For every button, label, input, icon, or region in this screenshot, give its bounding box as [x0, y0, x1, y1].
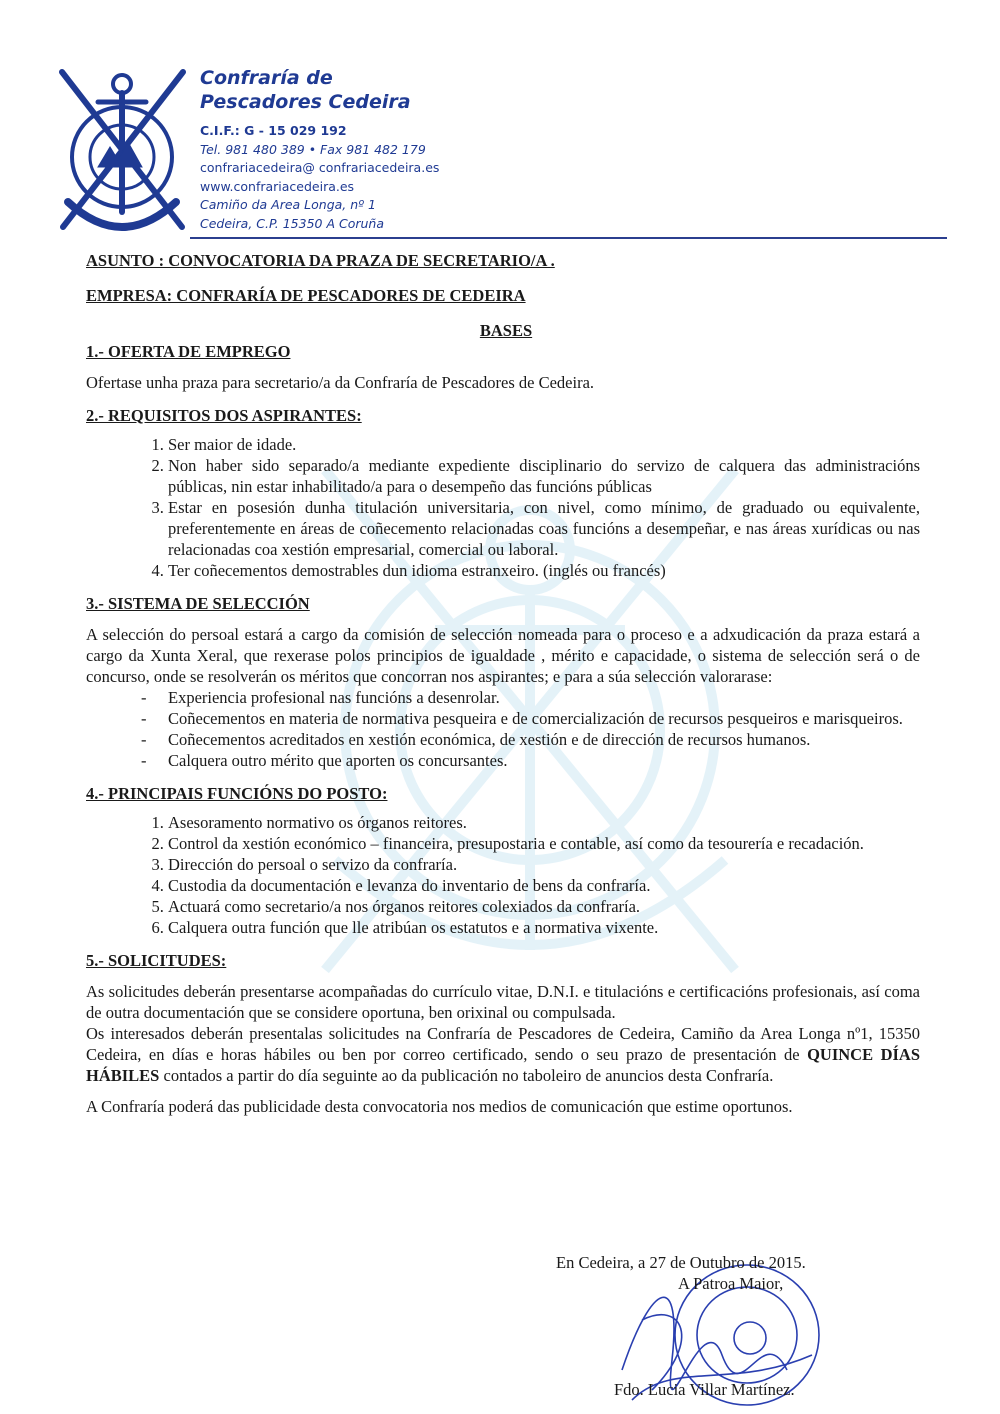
list-item: 3. Estar en posesión dunha titulación universitaria, con nivel, como mínimo, de graduado ou equivalente, preferentemente en áreas de coñecemento relacionadas coas funcións a desempeñar, e nas áreas xurídicas ou nas relacionadas coa xestión empresarial, comercial ou laboral. [168, 497, 920, 560]
section-4-heading: 4.- PRINCIPAIS FUNCIÓNS DO POSTO: [86, 784, 388, 803]
asunto-line: ASUNTO : CONVOCATORIA DA PRAZA DE SECRETARIO/A . [86, 251, 555, 270]
signer-role: A Patroa Maior, [678, 1274, 784, 1293]
list-item: - Experiencia profesional nas funcións a desenrolar. [141, 687, 920, 708]
list-item: 5. Actuará como secretario/a nos órganos reitores colexiados da confraría. [168, 896, 920, 917]
list-item: 1. Ser maior de idade. [168, 434, 920, 455]
organization-info [200, 66, 460, 233]
email: confrariacedeira@ confrariacedeira.es [200, 160, 440, 175]
section-1-heading: 1.- OFERTA DE EMPREGO [86, 342, 291, 361]
list-item: - Calquera outro mérito que aporten os concursantes. [141, 750, 920, 771]
list-item: 4. Ter coñecementos demostrables dun idioma estranxeiro. (inglés ou francés) [168, 560, 920, 581]
document-body [86, 250, 920, 1117]
p2-text-start: Os interesados deberán presentalas solicitudes na Confraría de Pescadores de Cedeira, Camiño da Area Longa nº1, 15350 Cedeira, en días e horas hábiles ou ben por correo certificado, sendo o seu prazo de presentación de [86, 1024, 920, 1064]
section-5-paragraph-2 [86, 1023, 920, 1086]
bases-heading: BASES [479, 321, 533, 340]
address-line-1: Camiño da Area Longa, nº 1 [200, 197, 376, 212]
address-line-2: Cedeira, C.P. 15350 A Coruña [200, 215, 385, 231]
functions-list [86, 812, 920, 938]
list-item: 2. Control da xestión económico – financeira, presupostaria e contable, así como da tesourería e recadación. [168, 833, 920, 854]
section-5-paragraph-3: A Confraría poderá das publicidade desta convocatoria nos medios de comunicación que estime oportunos. [86, 1097, 793, 1116]
section-3-heading: 3.- SISTEMA DE SELECCIÓN [86, 594, 310, 613]
deadline-emphasis: QUINCE DÍAS HÁBILES [86, 1045, 920, 1085]
list-item: 1. Asesoramento normativo os órganos reitores. [168, 812, 920, 833]
section-5-heading: 5.- SOLICITUDES: [86, 951, 227, 970]
phone-fax: Tel. 981 480 389 • Fax 981 482 179 [200, 141, 426, 157]
cif: C.I.F.: G - 15 029 192 [200, 123, 347, 138]
website: www.confrariacedeira.es [200, 178, 355, 194]
list-item: - Coñecementos acreditados en xestión económica, de xestión e de dirección de recursos humanos. [141, 729, 920, 750]
requirements-list [86, 434, 920, 581]
list-item: 4. Custodia da documentación e levanza do inventario de bens da confraría. [168, 875, 920, 896]
section-1-text: Ofertase unha praza para secretario/a da Confraría de Pescadores de Cedeira. [86, 373, 595, 392]
p2-text-end: contados a partir do día seguinte ao da publicación no taboleiro de anuncios desta Confraría. [159, 1066, 774, 1085]
list-item: 6. Calquera outra función que lle atribúan os estatutos e a normativa vixente. [168, 917, 920, 938]
signer-name: Fdo. Lucia Villar Martínez. [614, 1380, 795, 1399]
empresa-line: EMPRESA: CONFRARÍA DE PESCADORES DE CEDEIRA [86, 286, 526, 305]
selection-criteria-list [86, 687, 920, 771]
header-divider [190, 237, 947, 239]
confraria-logo-icon [50, 62, 195, 237]
list-item: 3. Dirección do persoal o servizo da confraría. [168, 854, 920, 875]
section-3-text: A selección do persoal estará a cargo da comisión de selección nomeada para o proceso e a adxudicación da praza estará a cargo da Xunta Xeral, que rexerase polos principios de igualdade , mérito e capacidade, o sistema de selección será o de concurso, onde se resolverán os méritos que concorran nos aspirantes; e para a súa selección valorarase: [86, 625, 920, 686]
list-item: 2. Non haber sido separado/a mediante expediente disciplinario do servizo de calquera das administracións públicas, nin estar inhabilitado/a para o desempeño das funcións públicas [168, 455, 920, 497]
org-name: Confraría de Pescadores Cedeira [200, 67, 411, 113]
list-item: - Coñecementos en materia de normativa pesqueira e de comercialización de recursos pesqueiros e marisqueiros. [141, 708, 920, 729]
place-date: En Cedeira, a 27 de Outubro de 2015. [556, 1253, 806, 1272]
section-2-heading: 2.- REQUISITOS DOS ASPIRANTES: [86, 406, 362, 425]
section-5-paragraph-1: As solicitudes deberán presentarse acompañadas do currículo vitae, D.N.I. e titulacións e certificacións profesionais, así coma de outra documentación que se considere oportuna, ben orixinal ou compulsada. [86, 982, 920, 1022]
